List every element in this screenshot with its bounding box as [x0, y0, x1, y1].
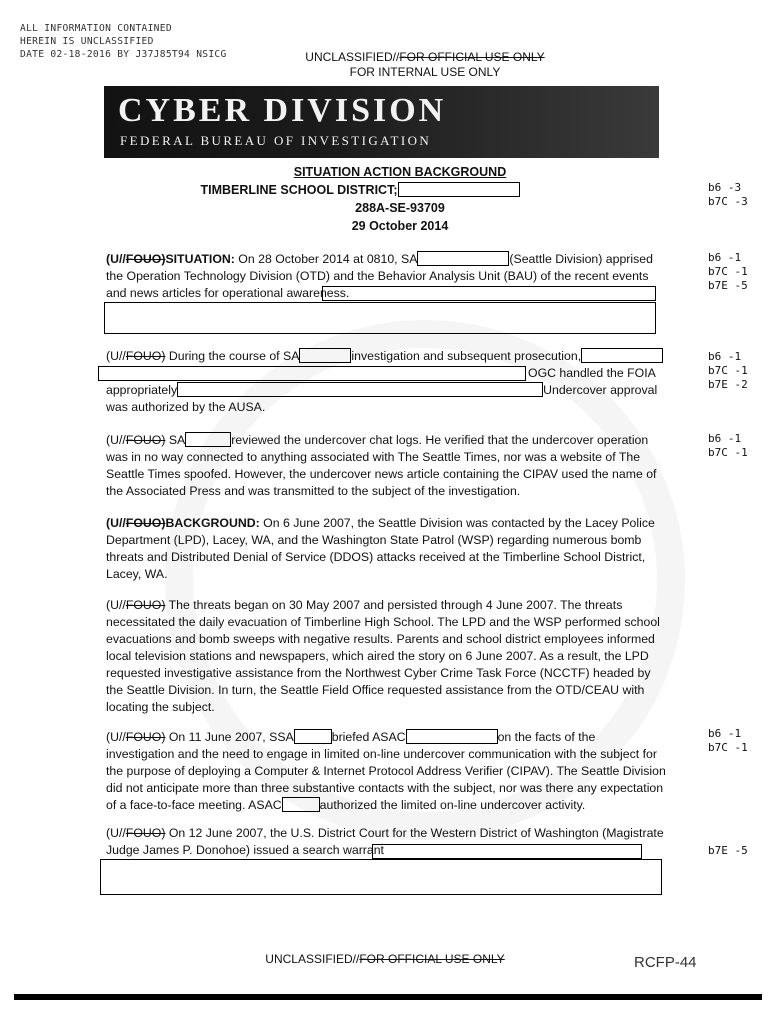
portion-marking: (U// — [106, 516, 126, 530]
paragraph-text: (Seattle Division) apprised the Operation Technology Division (OTD) and the Behavior Analysis Unit (BAU) of the recent events and news articles for operational awareness. — [106, 252, 653, 300]
exemption-code: b7C -1 — [708, 364, 748, 377]
redaction-box — [581, 348, 663, 363]
banner-title: CYBER DIVISION — [118, 92, 447, 129]
stamp-line: DATE 02-18-2016 BY J37J85T94 NSICG — [20, 49, 227, 60]
doc-subject — [80, 182, 640, 197]
exemption-code: b7C -1 — [708, 741, 748, 754]
classification-header — [40, 50, 770, 64]
paragraph-text: was authorized by the AUSA. — [106, 400, 266, 414]
paragraph-text: On 28 October 2014 at 0810, SA — [234, 252, 418, 266]
paragraph-text: authorized the limited on-line undercover activity. — [319, 798, 586, 812]
exemption-code: b6 -1 — [708, 727, 742, 740]
stamp-line: HEREIN IS UNCLASSIFIED — [20, 36, 154, 47]
paragraph-text: reviewed the undercover chat logs. He verified that the undercover operation was in no way connected to anything associated with The Seattle Times, nor was a website of The Seattle Times spoofed. However, the undercover news article containing the CIPAV used the name of the Associated Press and was transmitted to the subject of the investigation. — [106, 433, 657, 498]
portion-marking-struck: FOUO) — [125, 252, 166, 266]
banner-subtitle: FEDERAL BUREAU OF INVESTIGATION — [120, 133, 432, 148]
redaction-box — [177, 382, 543, 397]
classification-struck: FOR OFFICIAL USE ONLY — [399, 50, 545, 64]
page-id: RCFP-44 — [634, 954, 697, 971]
cyber-division-banner — [104, 86, 659, 158]
classification-struck: FOR OFFICIAL USE ONLY — [359, 952, 505, 966]
doc-subject-text: TIMBERLINE SCHOOL DISTRICT; — [200, 183, 398, 197]
chat-logs-paragraph — [106, 432, 666, 500]
portion-marking-struck: FOUO) — [125, 349, 166, 363]
fouo-paragraph — [106, 348, 666, 365]
portion-marking: (U// — [106, 730, 126, 744]
exemption-code: b6 -1 — [708, 350, 742, 363]
exemption-code: b6 -1 — [708, 251, 742, 264]
paragraph-text: on the facts of the investigation and the need to engage in limited on-line undercover communication with the subject for the purpose of deploying a Computer & Internet Protocol Address Verifier (CIPAV). The Seattle Division did not anticipate more than three substantive contacts with the subject, nor was there any expectation of a face-to-face meeting. ASAC — [106, 730, 666, 812]
portion-marking-struck: FOUO) — [125, 433, 166, 447]
redaction-box — [98, 366, 526, 381]
paragraph-text: On 11 June 2007, SSA — [165, 730, 294, 744]
portion-marking-struck: FOUO) — [125, 598, 166, 612]
paragraph-text: The threats began on 30 May 2007 and persisted through 4 June 2007. The threats necessitated the daily evacuation of Timberline High School. The LPD and the WSP performed school evacuations and bomb sweeps with negative results. Parents and school district employees informed local television stations and newspapers, which aired the story on 6 June 2007. As a result, the LPD requested investigative assistance from the Northwest Cyber Crime Task Force (NCCTF) headed by the Seattle Division. In turn, the Seattle Field Office requested assistance from the OTD/CEAU with locating the subject. — [106, 598, 660, 714]
paragraph-text: On 12 June 2007, the U.S. District Court for the Western District of Washington (Magistrate Judge James P. Donohoe) issued a search warrant — [106, 826, 664, 857]
exemption-code: b7C -3 — [708, 195, 748, 208]
redaction-box — [282, 797, 320, 812]
doc-date: 29 October 2014 — [351, 219, 449, 233]
portion-marking: (U// — [106, 598, 126, 612]
redaction-box — [299, 348, 351, 363]
threats-paragraph — [106, 597, 666, 716]
portion-marking-struck: FOUO) — [125, 516, 166, 530]
paragraph-text: OGC handled the FOIA — [528, 366, 656, 380]
paragraph-text: On 6 June 2007, the Seattle Division was contacted by the Lacey Police Department (LPD), Lacey, WA, and the Washington State Patrol (WSP) regarding numerous bomb threats and Distributed Denial of Service (DDOS) attacks received at the Timberline School District, Lacey, WA. — [106, 516, 655, 581]
exemption-code: b6 -1 — [708, 432, 742, 445]
classification-prefix: UNCLASSIFIED// — [305, 50, 400, 64]
paragraph-text: appropriately — [106, 383, 178, 397]
redaction-box — [322, 286, 656, 301]
redaction-box — [417, 251, 509, 266]
stamp-line: ALL INFORMATION CONTAINED — [20, 23, 172, 34]
redaction-box — [185, 432, 231, 447]
exemption-code: b7E -2 — [708, 378, 748, 391]
exemption-codes — [708, 727, 748, 755]
redaction-box — [100, 859, 662, 895]
exemption-codes — [708, 432, 748, 460]
undercover-paragraph — [106, 729, 666, 814]
portion-marking: (U// — [106, 349, 126, 363]
portion-marking: (U// — [106, 433, 126, 447]
doc-title: SITUATION ACTION BACKGROUND — [293, 165, 507, 179]
redaction-box — [398, 182, 520, 197]
redaction-box — [294, 729, 332, 744]
exemption-code: b7C -1 — [708, 265, 748, 278]
portion-marking-struck: FOUO) — [125, 826, 166, 840]
internal-use-label: FOR INTERNAL USE ONLY — [349, 65, 501, 79]
classification-prefix: UNCLASSIFIED// — [265, 952, 360, 966]
paragraph-text: briefed ASAC — [331, 730, 406, 744]
section-label: BACKGROUND: — [165, 516, 260, 530]
exemption-codes — [708, 181, 748, 209]
exemption-codes — [708, 844, 748, 858]
paragraph-text: Undercover approval — [543, 383, 658, 397]
exemption-code: b7E -5 — [708, 279, 748, 292]
case-number: 288A-SE-93709 — [355, 201, 445, 215]
redaction-box — [104, 302, 656, 334]
portion-marking-struck: FOUO) — [125, 730, 166, 744]
redaction-box — [372, 844, 642, 859]
portion-marking: (U// — [106, 252, 126, 266]
section-label: SITUATION: — [165, 252, 235, 266]
redaction-box — [406, 729, 498, 744]
bottom-rule — [14, 994, 762, 1000]
background-paragraph — [106, 515, 666, 583]
exemption-codes — [708, 350, 748, 392]
fouo-paragraph-cont — [106, 382, 666, 399]
paragraph-text: During the course of SA — [165, 349, 300, 363]
portion-marking: (U// — [106, 826, 126, 840]
paragraph-text: investigation and subsequent prosecution, — [351, 349, 582, 363]
exemption-code: b7C -1 — [708, 446, 748, 459]
paragraph-text: SA — [165, 433, 186, 447]
exemption-code: b6 -3 — [708, 181, 742, 194]
exemption-codes — [708, 251, 748, 293]
exemption-code: b7E -5 — [708, 844, 748, 857]
